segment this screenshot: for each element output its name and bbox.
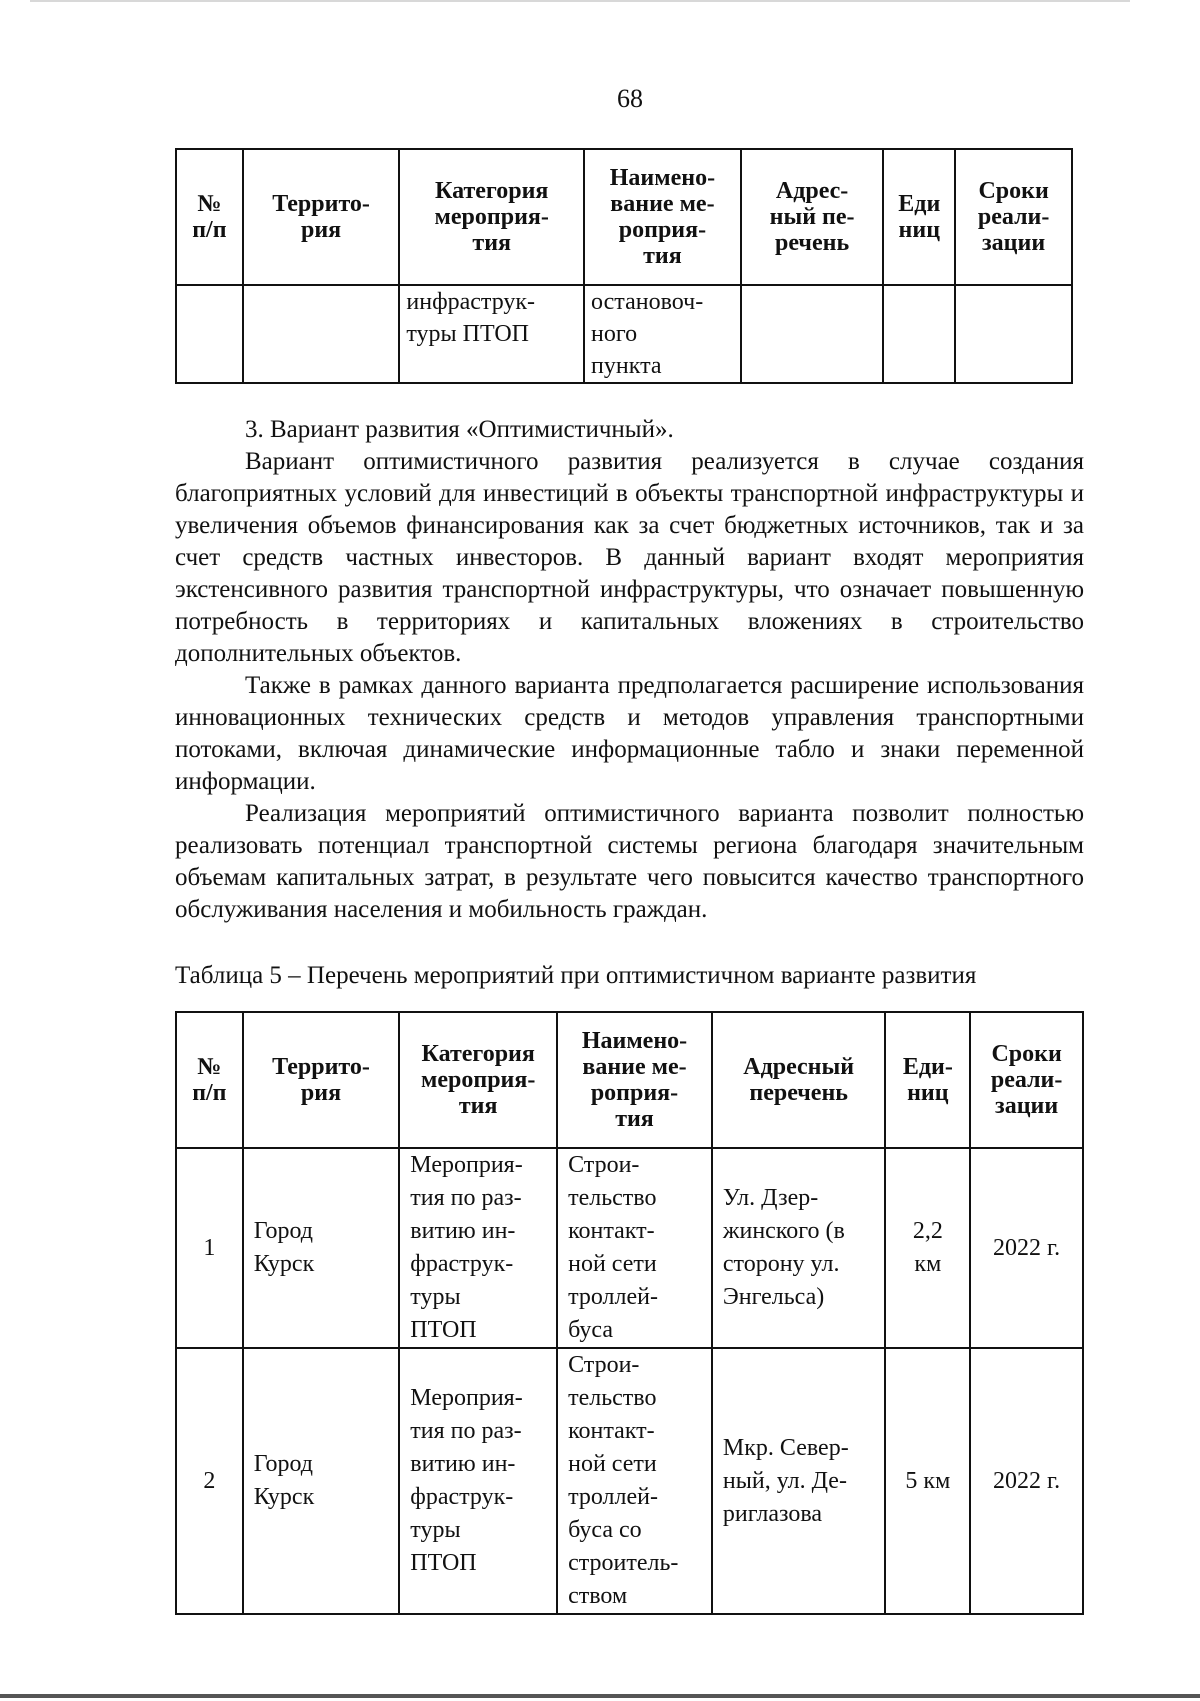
header-term: Сроки реали- зации (970, 1012, 1083, 1148)
cell-unit: 5 км (885, 1348, 970, 1614)
paragraph: Вариант оптимистичного развития реализуется в случае создания благоприятных условий для инвестиций в объекты транспортной инфраструктуры и увеличения объемов финансирования как за счет бюджетных источников, так и за счет средств частных инвесторов. В данный вариант входят мероприятия экстенсивного развития транспортной инфраструктуры, что означает повышенную потребность в территориях и капитальных вложениях в строительство дополнительных объектов. (175, 448, 1084, 667)
section-heading: 3. Вариант развития «Оптимистичный». (245, 416, 674, 443)
cell-category: Мероприя- тия по раз- витию ин- фраструк- туры ПТОП (399, 1148, 557, 1348)
header-term: Сроки реали- зации (955, 149, 1072, 285)
header-territory: Террито- рия (243, 149, 400, 285)
cell-number: 1 (176, 1148, 243, 1348)
header-category: Категория мероприя- тия (399, 149, 584, 285)
cell-term: 2022 г. (970, 1148, 1083, 1348)
cell-name: Строи- тельство контакт- ной сети троллей- буса со строитель- ством (557, 1348, 712, 1614)
header-name: Наимено- вание ме- роприя- тия (584, 149, 741, 285)
cell-address: Ул. Дзер- жинского (в сторону ул. Энгельса) (712, 1148, 886, 1348)
header-number: № п/п (176, 1012, 243, 1148)
header-territory: Террито- рия (243, 1012, 400, 1148)
page-number: 68 (617, 84, 643, 113)
cell-territory: Город Курск (243, 1148, 400, 1348)
cell-name: Строи- тельство контакт- ной сети троллей- буса (557, 1148, 712, 1348)
cell-unit (883, 285, 955, 383)
header-unit: Еди ниц (883, 149, 955, 285)
header-unit: Еди- ниц (885, 1012, 970, 1148)
header-name: Наимено- вание ме- роприя- тия (557, 1012, 712, 1148)
cell-term: 2022 г. (970, 1348, 1083, 1614)
cell-number: 2 (176, 1348, 243, 1614)
cell-category: Мероприя- тия по раз- витию ин- фраструк- туры ПТОП (399, 1348, 557, 1614)
cell-territory: Город Курск (243, 1348, 400, 1614)
table-row (176, 1148, 1083, 1348)
measures-table (175, 1011, 1084, 1615)
cell-category: инфраструк- туры ПТОП (399, 285, 584, 383)
table-row (176, 1348, 1083, 1614)
table-caption: Таблица 5 – Перечень мероприятий при оптимистичном варианте развития (175, 962, 977, 989)
header-address: Адресный перечень (712, 1012, 886, 1148)
continued-table (175, 148, 1073, 384)
body-text (175, 414, 1084, 926)
cell-address: Мкр. Север- ный, ул. Де- риглазова (712, 1348, 886, 1614)
header-number: № п/п (176, 149, 243, 285)
header-address: Адрес- ный пе- речень (741, 149, 884, 285)
cell-term (955, 285, 1072, 383)
scan-bottom-edge (0, 1694, 1200, 1698)
cell-address (741, 285, 884, 383)
cell-unit: 2,2 км (885, 1148, 970, 1348)
table-row (176, 285, 1072, 383)
scan-top-edge (30, 0, 1130, 2)
paragraph: Также в рамках данного варианта предполагается расширение использования инновационных технических средств и методов управления транспортными потоками, включая динамические информационные табло и знаки переменной информации. (175, 672, 1084, 795)
table-header-row (176, 149, 1072, 285)
paragraph: Реализация мероприятий оптимистичного варианта позволит полностью реализовать потенциал транспортной системы региона благодаря значительным объемам капитальных затрат, в результате чего повысится качество транспортного обслуживания населения и мобильность граждан. (175, 800, 1084, 923)
cell-territory (243, 285, 400, 383)
table-header-row (176, 1012, 1083, 1148)
header-category: Категория мероприя- тия (399, 1012, 557, 1148)
cell-name: остановоч- ного пункта (584, 285, 741, 383)
cell-number (176, 285, 243, 383)
